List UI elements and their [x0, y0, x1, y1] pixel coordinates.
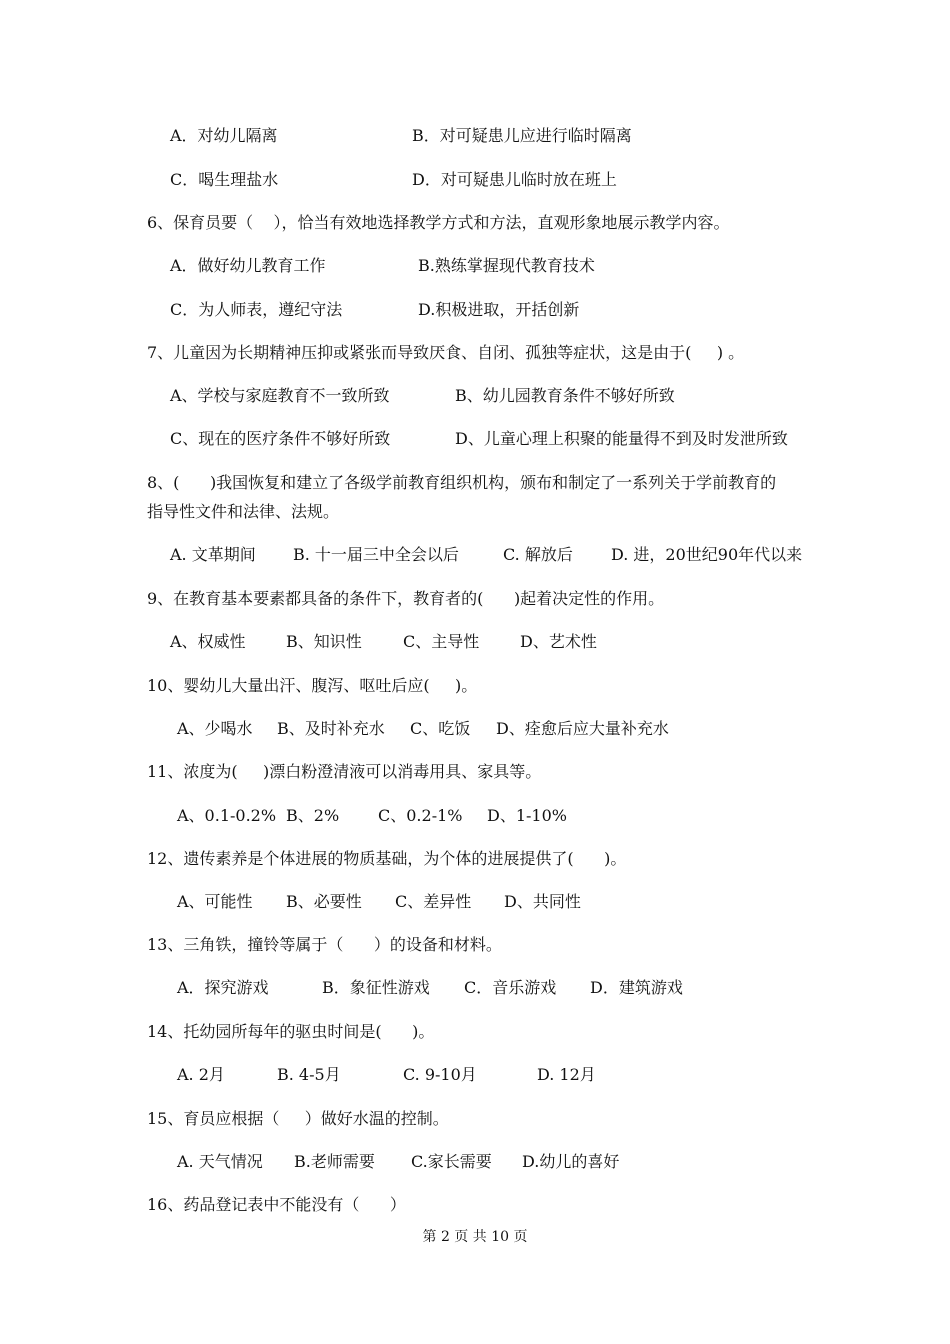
q15-option-c: C.家长需要	[411, 1152, 492, 1171]
q10-option-b: B、及时补充水	[277, 719, 385, 738]
q13-option-b: B．象征性游戏	[322, 978, 430, 997]
q13-option-c: C．音乐游戏	[464, 978, 557, 997]
q9-stem: 9、在教育基本要素都具备的条件下，教育者的( )起着决定性的作用。	[147, 589, 665, 608]
q7-option-b: B、幼儿园教育条件不够好所致	[455, 386, 675, 405]
q12-option-c: C、差异性	[395, 892, 472, 911]
q8-option-d: D. 进，20世纪90年代以来	[611, 545, 803, 564]
q8-option-b: B. 十一届三中全会以后	[293, 545, 459, 564]
q9-option-c: C、主导性	[403, 632, 480, 651]
q5-option-d: D．对可疑患儿临时放在班上	[412, 170, 617, 189]
q8-stem-line2: 指导性文件和法律、法规。	[147, 502, 340, 521]
q15-stem: 15、育员应根据（ ）做好水温的控制。	[147, 1109, 449, 1128]
q5-option-b: B．对可疑患儿应进行临时隔离	[412, 126, 632, 145]
q12-option-b: B、必要性	[286, 892, 362, 911]
q16-stem: 16、药品登记表中不能没有（ ）	[147, 1195, 406, 1214]
q8-option-c: C. 解放后	[503, 545, 573, 564]
q11-option-d: D、1-10%	[487, 806, 567, 825]
q7-option-d: D、儿童心理上积聚的能量得不到及时发泄所致	[455, 429, 788, 448]
q15-option-a: A. 天气情况	[177, 1152, 263, 1171]
q10-stem: 10、婴幼儿大量出汗、腹泻、呕吐后应( )。	[147, 676, 478, 695]
q6-option-a: A．做好幼儿教育工作	[170, 256, 326, 275]
q6-stem: 6、保育员要（ ），恰当有效地选择教学方式和方法，直观形象地展示教学内容。	[147, 213, 730, 232]
q14-option-b: B. 4-5月	[277, 1065, 341, 1084]
q14-option-c: C. 9-10月	[403, 1065, 477, 1084]
q15-option-d: D.幼儿的喜好	[522, 1152, 620, 1171]
q12-option-a: A、可能性	[177, 892, 253, 911]
q12-stem: 12、遗传素养是个体进展的物质基础，为个体的进展提供了( )。	[147, 849, 627, 868]
q8-stem-line1: 8、( )我国恢复和建立了各级学前教育组织机构，颁布和制定了一系列关于学前教育的	[147, 473, 777, 492]
q11-option-b: B、2%	[286, 806, 340, 825]
q9-option-b: B、知识性	[286, 632, 362, 651]
q7-option-c: C、现在的医疗条件不够好所致	[170, 429, 391, 448]
q14-stem: 14、托幼园所每年的驱虫时间是( )。	[147, 1022, 435, 1041]
q7-stem: 7、儿童因为长期精神压抑或紧张而导致厌食、自闭、孤独等症状，这是由于( ) 。	[147, 343, 745, 362]
q9-option-a: A、权威性	[170, 632, 246, 651]
q13-stem: 13、三角铁，撞铃等属于（ ）的设备和材料。	[147, 935, 502, 954]
q10-option-c: C、吃饭	[410, 719, 471, 738]
q14-option-d: D. 12月	[537, 1065, 596, 1084]
page-footer: 第 2 页 共 10 页	[422, 1229, 528, 1245]
q13-option-d: D．建筑游戏	[590, 978, 683, 997]
q10-option-a: A、少喝水	[177, 719, 253, 738]
q15-option-b: B.老师需要	[294, 1152, 375, 1171]
q9-option-d: D、艺术性	[520, 632, 597, 651]
q13-option-a: A．探究游戏	[177, 978, 269, 997]
q10-option-d: D、痊愈后应大量补充水	[496, 719, 669, 738]
q11-option-a: A、0.1-0.2%	[177, 806, 277, 825]
q11-stem: 11、浓度为( )漂白粉澄清液可以消毒用具、家具等。	[147, 762, 542, 781]
q6-option-d: D.积极进取，开括创新	[418, 300, 580, 319]
q5-option-a: A．对幼儿隔离	[170, 126, 278, 145]
q8-option-a: A. 文革期间	[170, 545, 256, 564]
q12-option-d: D、共同性	[504, 892, 581, 911]
q11-option-c: C、0.2-1%	[378, 806, 463, 825]
q6-option-b: B.熟练掌握现代教育技术	[418, 256, 595, 275]
q5-option-c: C．喝生理盐水	[170, 170, 279, 189]
q7-option-a: A、学校与家庭教育不一致所致	[170, 386, 390, 405]
q6-option-c: C．为人师表，遵纪守法	[170, 300, 343, 319]
q14-option-a: A. 2月	[177, 1065, 225, 1084]
